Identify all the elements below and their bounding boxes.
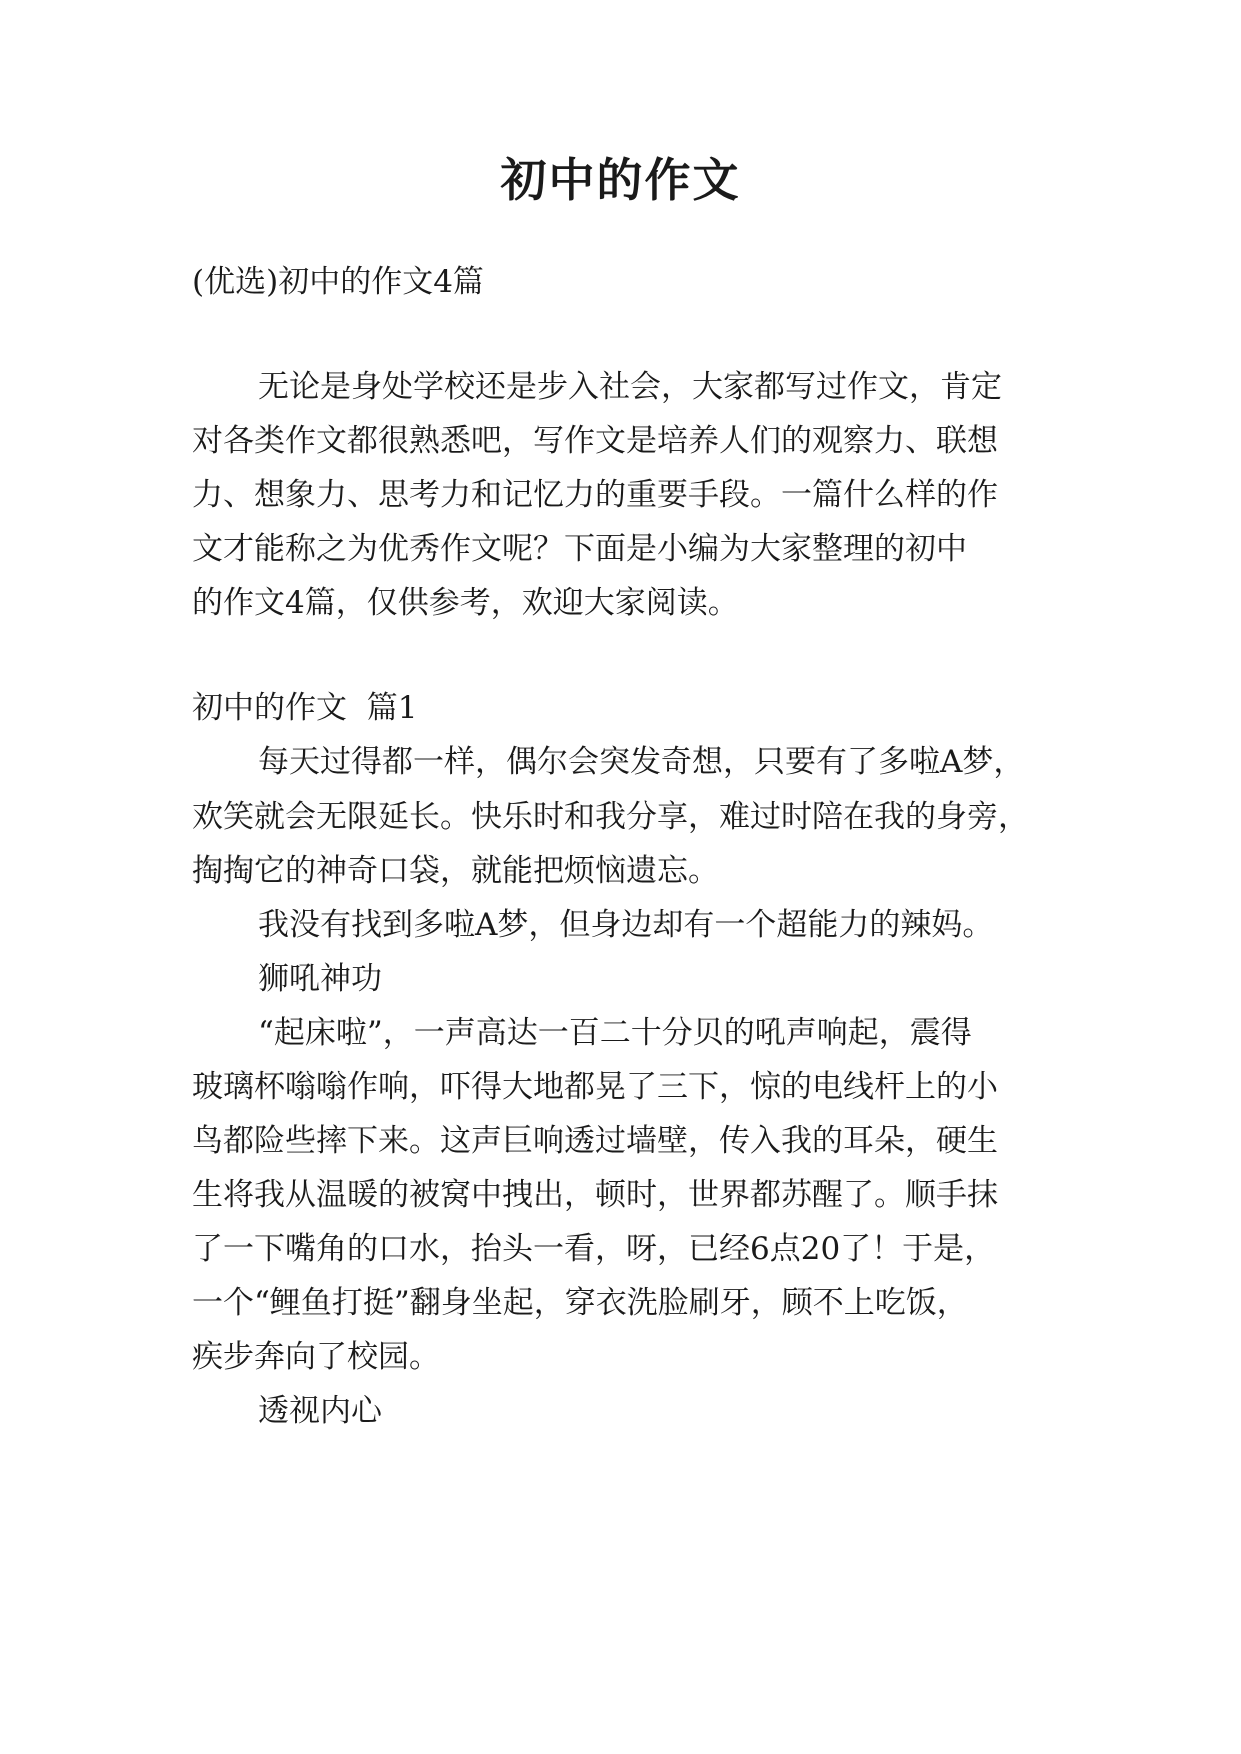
para1-line-3: 掏掏它的神奇口袋，就能把烦恼遗忘。 — [192, 853, 719, 889]
para3-line-7: 疾步奔向了校园。 — [192, 1339, 440, 1375]
para3-line-1: “起床啦”，一声高达一百二十分贝的吼声响起，震得 — [258, 1015, 972, 1051]
para3-line-3: 鸟都险些摔下来。这声巨响透过墙壁，传入我的耳朵，硬生 — [192, 1123, 998, 1159]
subheading-see-through: 透视内心 — [258, 1393, 382, 1429]
para3-line-4: 生将我从温暖的被窝中拽出，顿时，世界都苏醒了。顺手抹 — [192, 1177, 998, 1213]
para3-line-6: 一个“鲤鱼打挺”翻身坐起，穿衣洗脸刷牙，顾不上吃饭， — [192, 1285, 968, 1321]
subheading-lion-roar: 狮吼神功 — [258, 961, 382, 997]
para3-line-2: 玻璃杯嗡嗡作响，吓得大地都晃了三下，惊的电线杆上的小 — [192, 1069, 998, 1105]
para1-line-2: 欢笑就会无限延长。快乐时和我分享，难过时陪在我的身旁， — [192, 799, 1029, 835]
document-subtitle: (优选)初中的作文4篇 — [192, 264, 484, 300]
intro-line-4: 文才能称之为优秀作文呢？下面是小编为大家整理的初中 — [192, 531, 967, 567]
document-title: 初中的作文 — [500, 153, 741, 207]
para2-line: 我没有找到多啦A梦，但身边却有一个超能力的辣妈。 — [258, 907, 994, 943]
intro-line-2: 对各类作文都很熟悉吧，写作文是培养人们的观察力、联想 — [192, 423, 998, 459]
section-heading: 初中的作文 篇1 — [192, 690, 418, 726]
intro-line-1: 无论是身处学校还是步入社会，大家都写过作文，肯定 — [258, 369, 1002, 405]
para3-line-5: 了一下嘴角的口水，抬头一看，呀，已经6点20了！于是， — [192, 1231, 996, 1267]
intro-line-3: 力、想象力、思考力和记忆力的重要手段。一篇什么样的作 — [192, 477, 998, 513]
para1-line-1: 每天过得都一样，偶尔会突发奇想，只要有了多啦A梦， — [258, 744, 1025, 780]
intro-line-5: 的作文4篇，仅供参考，欢迎大家阅读。 — [192, 585, 739, 621]
